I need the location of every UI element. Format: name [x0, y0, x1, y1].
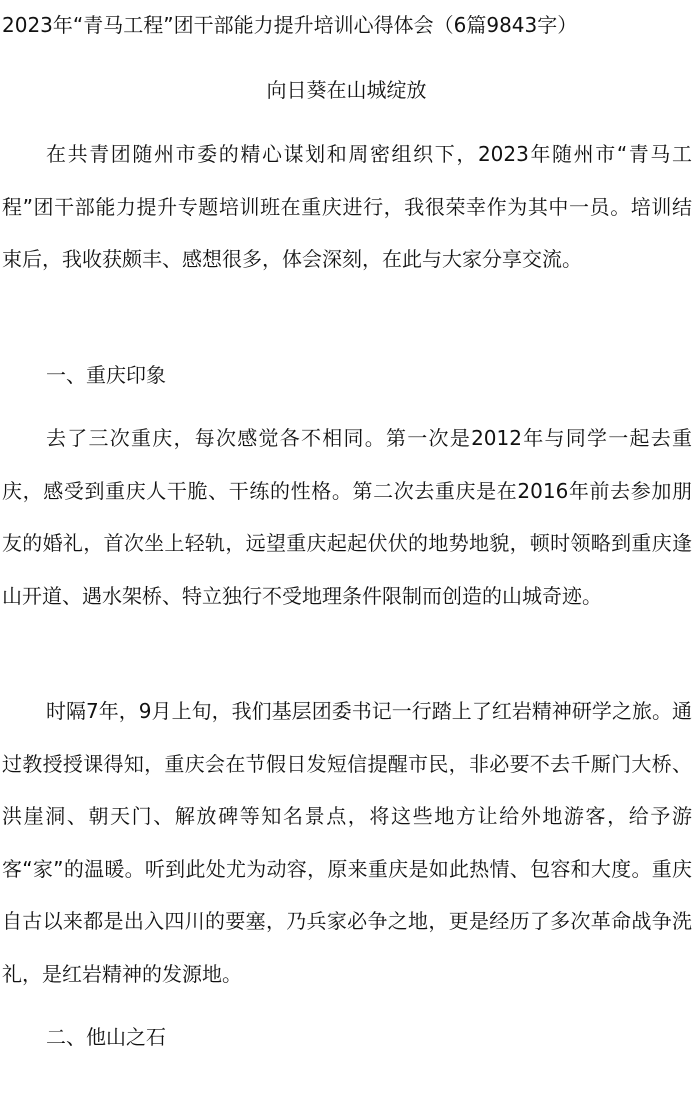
document-title: 2023年“青马工程”团干部能力提升培训心得体会（6篇9843字）	[2, 13, 578, 37]
section1-paragraph-1: 去了三次重庆，每次感觉各不相同。第一次是2012年与同学一起去重庆，感受到重庆人干脆、干练的性格。第二次去重庆是在2016年前去参加朋友的婚礼，首次坐上轻轨，远望重庆起起伏伏的地势地貌，顿时领略到重庆逢山开道、遇水架桥、特立独行不受地理条件限制而创造的山城奇迹。	[2, 426, 692, 608]
section-heading-2: 二、他山之石	[46, 1025, 166, 1049]
section-heading-1: 一、重庆印象	[46, 363, 166, 387]
intro-paragraph: 在共青团随州市委的精心谋划和周密组织下，2023年随州市“青马工程”团干部能力提升专题培训班在重庆进行，我很荣幸作为其中一员。培训结束后，我收获颇丰、感想很多，体会深刻，在此与大家分享交流。	[2, 142, 692, 271]
document-subtitle: 向日葵在山城绽放	[266, 78, 427, 102]
section1-paragraph-2: 时隔7年，9月上旬，我们基层团委书记一行踏上了红岩精神研学之旅。通过教授授课得知，重庆会在节假日发短信提醒市民，非必要不去千厮门大桥、洪崖洞、朝天门、解放碑等知名景点，将这些地方让给外地游客，给予游客“家”的温暖。听到此处尤为动容，原来重庆是如此热情、包容和大度。重庆自古以来都是出入四川的要塞，乃兵家必争之地，更是经历了多次革命战争洗礼，是红岩精神的发源地。	[2, 699, 692, 986]
